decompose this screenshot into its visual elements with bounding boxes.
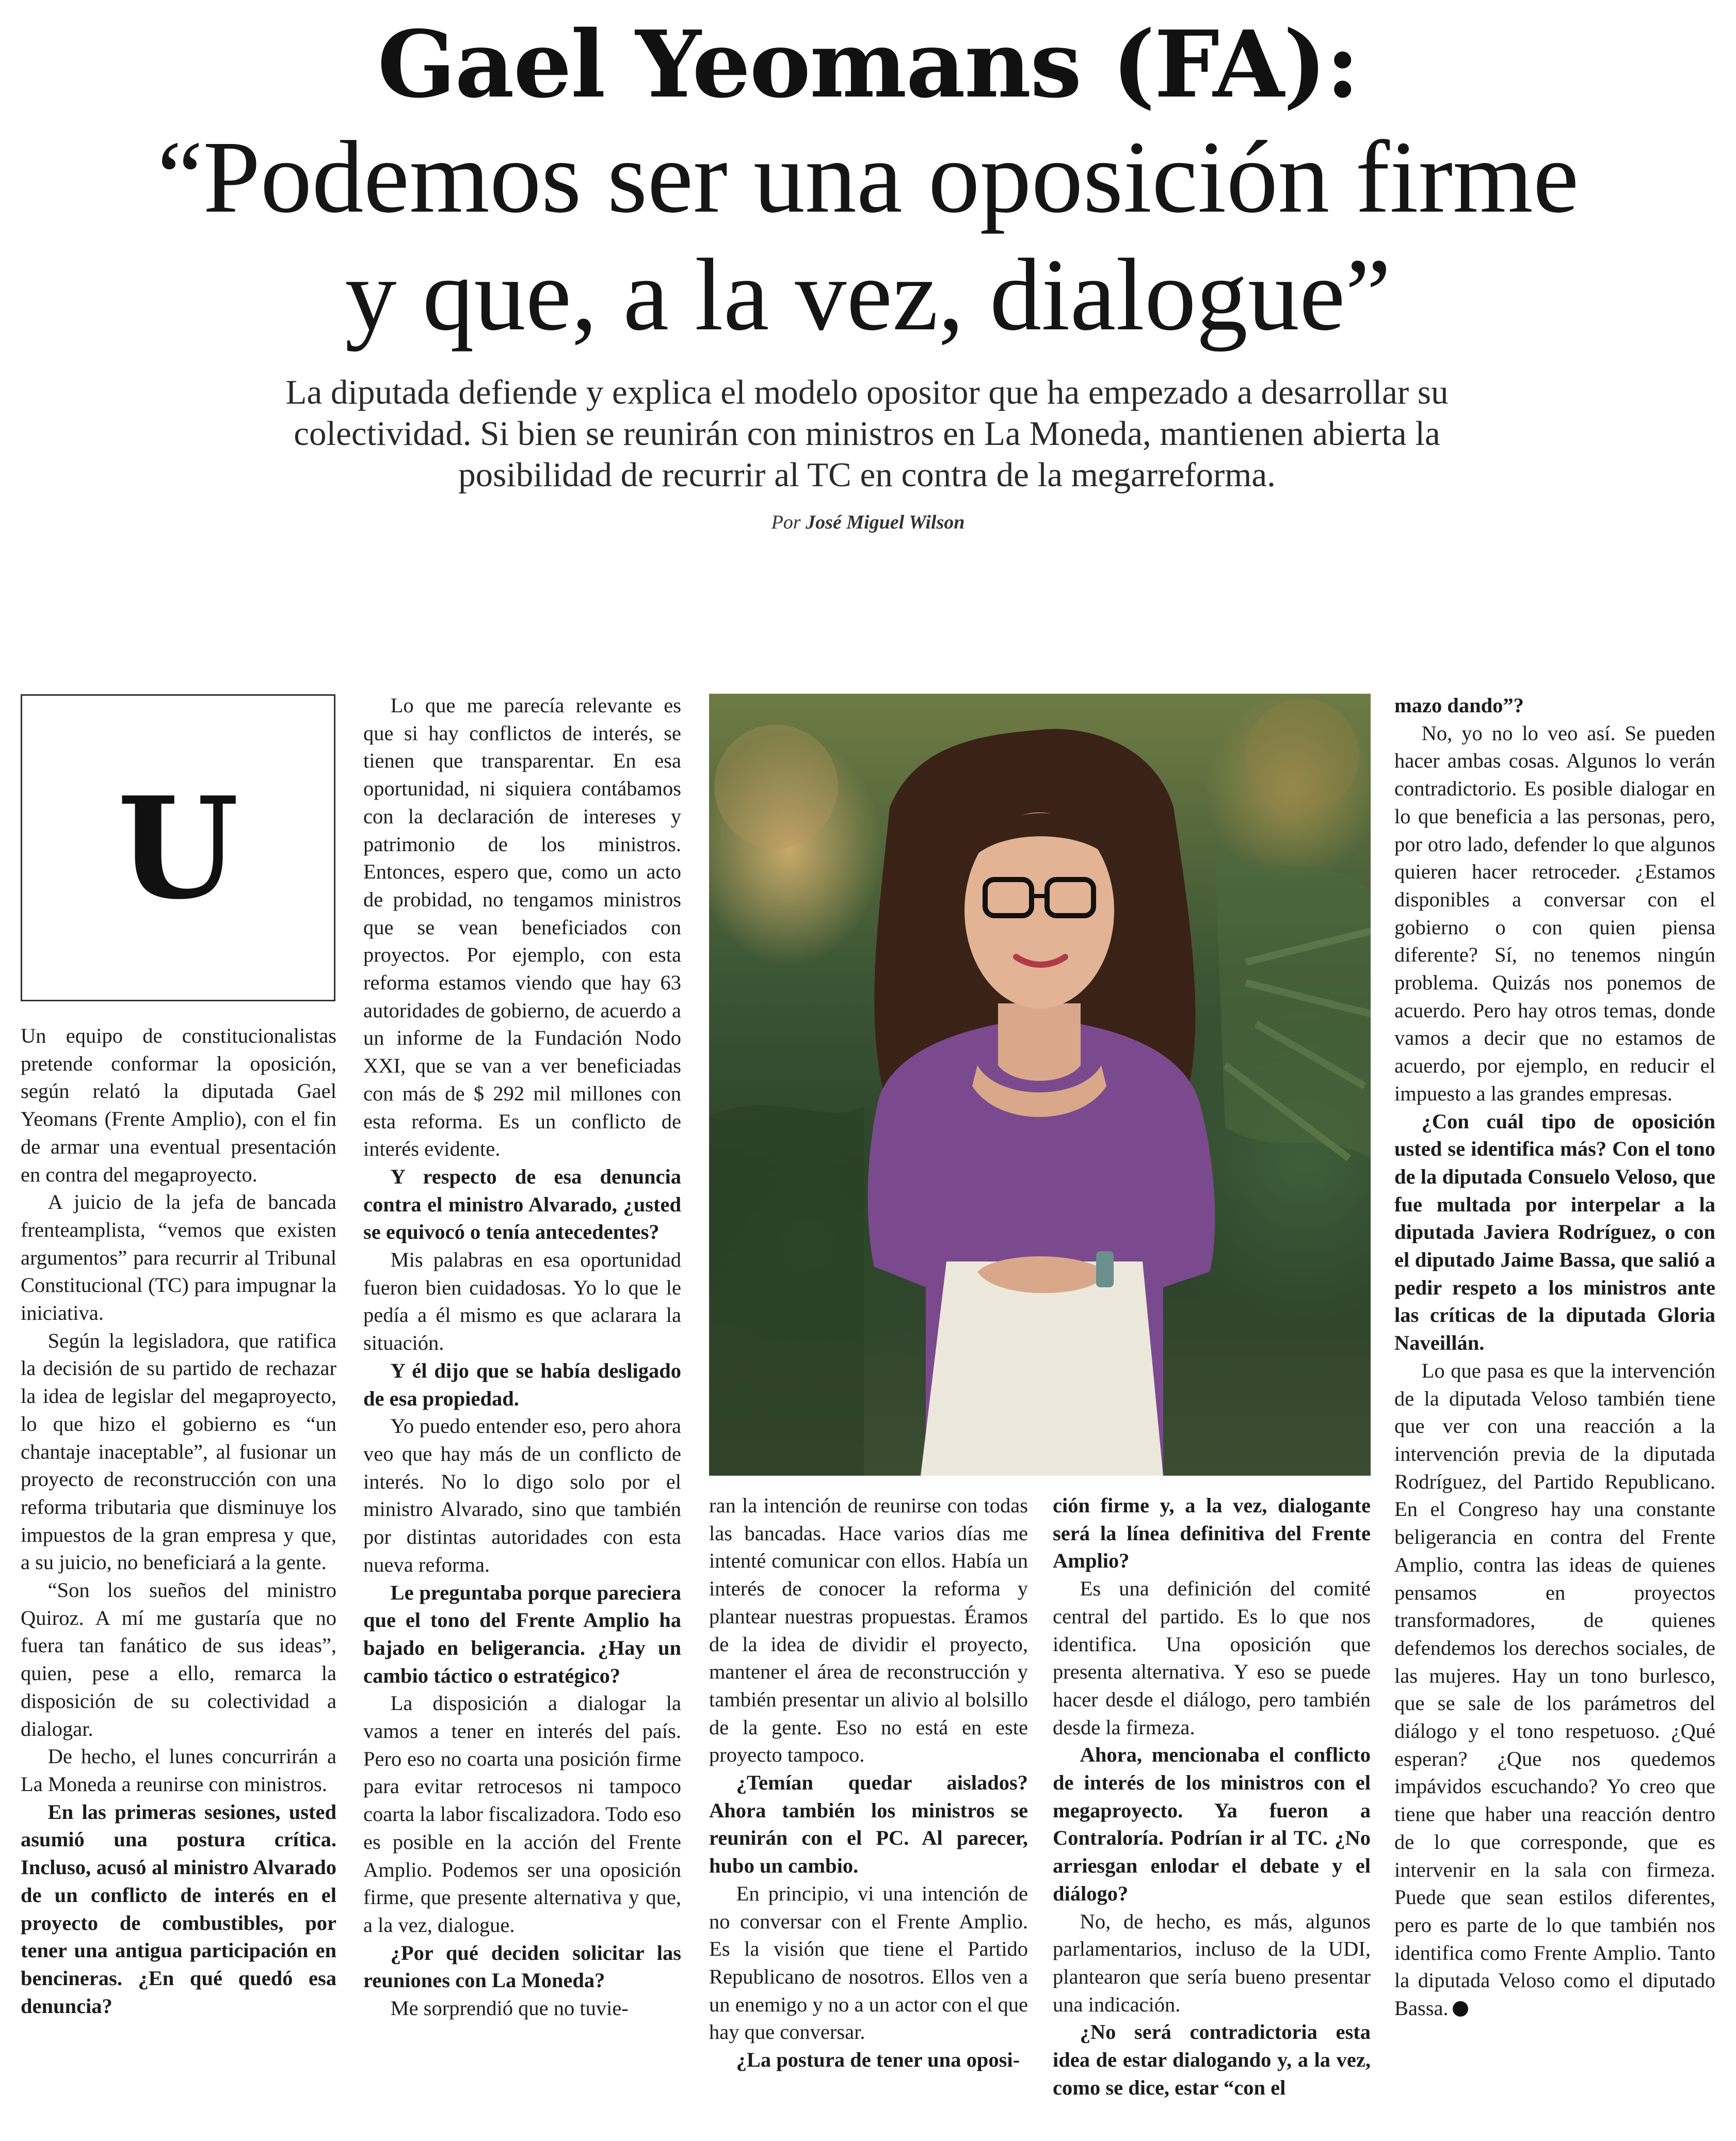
deck [217,372,1517,496]
interview-question: ¿La postura de tener una oposi- [736,2048,1020,2072]
portrait-photo [709,694,1371,1476]
paragraph: De hecho, el lunes concurrirán a La Moneda a reunirse con ministros. [21,1745,336,1796]
drop-cap-box [21,694,335,1001]
closing-paragraph-text: Lo que pasa es que la intervención de la diputada Veloso también tiene que ver con una reacción a la intervención previa de la diputada Rodríguez, del Partido Republicano. En el Congreso hay una constante beligerancia en contra del Frente Amplio, contra las ideas de quienes pensamos en proyectos transformadores, de quienes defendemos los derechos sociales, de las mujeres. Hay un tono burlesco, que se sale de los parámetros del diálogo y el tono respetuoso. ¿Qué esperan? ¿Que nos quedemos impávidos escuchando? Yo creo que tiene que haber una reacción dentro de lo que corresponde, que es intervenir en la sala con firmeza. Puede que sean estilos diferentes, pero es parte de lo que también nos identifica como Frente Amplio. Tanto la diputada Veloso como el diputado Bassa. [1394,1359,1715,2020]
interview-question: Y respecto de esa denuncia contra el ministro Alvarado, ¿usted se equivocó o tenía antecedentes? [363,1164,681,1244]
headline-quote-line-2: y que, a la vez, dialogue” [345,238,1391,352]
deck-line-2: colectividad. Si bien se reunirán con ministros en La Moneda, mantienen abierta la [294,414,1440,453]
end-mark-icon [1453,2001,1468,2017]
interview-question: ¿Por qué deciden solicitar las reuniones con La Moneda? [363,1941,681,1992]
paragraph: Lo que me parecía relevante es que si hay conflictos de interés, se tienen que transparentar. En esa oportunidad, ni siquiera contábamos con la declaración de intereses y patrimonio de los ministros. Entonces, espero que, como un acto de probidad, no tengamos ministros que se vean beneficiados con proyectos. Por ejemplo, con esta reforma estamos viendo que hay 63 autoridades de gobierno, de acuerdo a un informe de la Fundación Nodo XXI, que se van a ver beneficiadas con más de $ 292 mil millones con esta reforma. Es un conflicto de interés evidente. [363,694,681,1161]
drop-cap-letter: U [117,765,239,930]
interview-question: En las primeras sesiones, usted asumió una postura crítica. Incluso, acusó al ministro Alvarado de un conflicto de interés en el proyecto de combustibles, por tener una antigua participación en bencineras. ¿En qué quedó esa denuncia? [21,1800,336,2018]
paragraph: No, de hecho, es más, algunos parlamentarios, incluso de la UDI, plantearon que sería bueno presentar una indicación. [1053,1909,1371,2016]
deck-line-1: La diputada defiende y explica el modelo opositor que ha empezado a desarrollar su [285,373,1449,411]
paragraph: Es una definición del comité central del partido. Es lo que nos identifica. Una oposición que presenta alternativa. Y eso se puede hacer desde el diálogo, pero también desde la firmeza. [1053,1577,1371,1739]
headline-name: Gael Yeomans (FA): [377,10,1359,118]
article-column-2 [363,692,681,2022]
paragraph: Yo puedo entender eso, pero ahora veo que hay más de un conflicto de interés. No lo digo solo por el ministro Alvarado, sino que también por distintas autoridades con esta nueva reforma. [363,1414,681,1576]
article-column-3 [709,1492,1028,2074]
paragraph: Me sorprendió que no tuvie- [390,1996,629,2020]
paragraph: Según la legisladora, que ratifica la decisión de su partido de rechazar la idea de legislar del megaproyecto, lo que hizo el gobierno es “un chantaje inaceptable”, al fusionar un proyecto de reconstrucción con una reforma tributaria que disminuye los impuestos de la gran empresa y que, a su juicio, no beneficiará a la gente. [21,1329,336,1574]
byline-prefix: Por [771,512,801,533]
paragraph: “Son los sueños del ministro Quiroz. A mí me gustaría que no fuera tan fanático de sus ideas”, quien, pese a ello, remarca la disposición de su colectividad a dialogar. [21,1578,336,1740]
paragraph: La disposición a dialogar la vamos a tener en interés del país. Pero eso no coarta una posición firme para evitar retrocesos ni tampoco coarta la labor fiscalizadora. Todo eso es posible en la acción del Frente Amplio. Podemos ser una oposición firme, que presente alternativa y que, a la vez, dialogue. [363,1691,681,1937]
headline [0,10,1736,354]
article-column-5 [1394,692,1715,2022]
deck-line-3: posibilidad de recurrir al TC en contra de la megarreforma. [458,456,1276,494]
article-column-1 [21,1022,336,2020]
portrait-illustration [709,694,1371,1476]
headline-quote-line-1: “Podemos ser una oposición firme [157,120,1579,234]
paragraph: Un equipo de constitucionalistas pretende conformar la oposición, según relató la diputada Gael Yeomans (Frente Amplio), con el fin de armar una eventual presentación en contra del megaproyecto. [21,1024,336,1186]
article-column-4 [1053,1492,1371,2101]
byline [0,511,1736,534]
paragraph [1394,1357,1715,2022]
interview-question: Y él dijo que se había desligado de esa propiedad. [363,1359,681,1410]
paragraph: No, yo no lo veo así. Se pueden hacer ambas cosas. Algunos lo verán contradictorio. Es posible dialogar en lo que beneficia a las personas, pero, por otro lado, defender lo que algunos quieren hacer retroceder. ¿Estamos disponibles a conversar con el gobierno o con quien piensa diferente? Sí, no tenemos ningún problema. Quizás nos ponemos de acuerdo. Pero hay otros temas, donde vamos a decir que no estamos de acuerdo, por ejemplo, en reducir el impuesto a las grandes empresas. [1394,721,1715,1105]
byline-author: José Miguel Wilson [806,512,965,533]
paragraph: ran la intención de reunirse con todas las bancadas. Hace varios días me intenté comunicar con ellos. Había un interés de conocer la reforma y plantear nuestras propuestas. Éramos de la idea de dividir el proyecto, mantener el área de reconstrucción y también presentar un alivio al bolsillo de la gente. Eso no está en este proyecto tampoco. [709,1494,1028,1767]
interview-question: ción firme y, a la vez, dialogante será la línea definitiva del Frente Amplio? [1053,1494,1371,1573]
interview-question: ¿Temían quedar aislados? Ahora también los ministros se reunirán con el PC. Al parecer, hubo un cambio. [709,1771,1028,1878]
paragraph: Mis palabras en esa oportunidad fueron bien cuidadosas. Yo lo que le pedía a él mismo es que aclarara la situación. [363,1248,681,1355]
interview-question: ¿No será contradictoria esta idea de estar dialogando y, a la vez, como se dice, estar “con el [1053,2020,1371,2099]
interview-question: Le preguntaba porque pareciera que el tono del Frente Amplio ha bajado en beligerancia. ¿Hay un cambio táctico o estratégico? [363,1580,681,1687]
interview-question: ¿Con cuál tipo de oposición usted se identifica más? Con el tono de la diputada Consuelo Veloso, que fue multada por interpelar a la diputada Javiera Rodríguez, o con el diputado Jaime Bassa, que salió a pedir respeto a los ministros ante las críticas de la diputada Gloria Naveillán. [1394,1109,1715,1355]
paragraph: A juicio de la jefa de bancada frenteamplista, “vemos que existen argumentos” para recurrir al Tribunal Constitucional (TC) para impugnar la iniciativa. [21,1190,336,1325]
paragraph: En principio, vi una intención de no conversar con el Frente Amplio. Es la visión que tiene el Partido Republicano de nosotros. Ellos ven a un enemigo y no a un actor con el que hay que conversar. [709,1881,1028,2044]
interview-question: mazo dando”? [1394,694,1524,717]
interview-question: Ahora, mencionaba el conflicto de interés de los ministros con el megaproyecto. Ya fueron a Contraloría. Podrían ir al TC. ¿No arriesgan enlodar el debate y el diálogo? [1053,1743,1371,1905]
